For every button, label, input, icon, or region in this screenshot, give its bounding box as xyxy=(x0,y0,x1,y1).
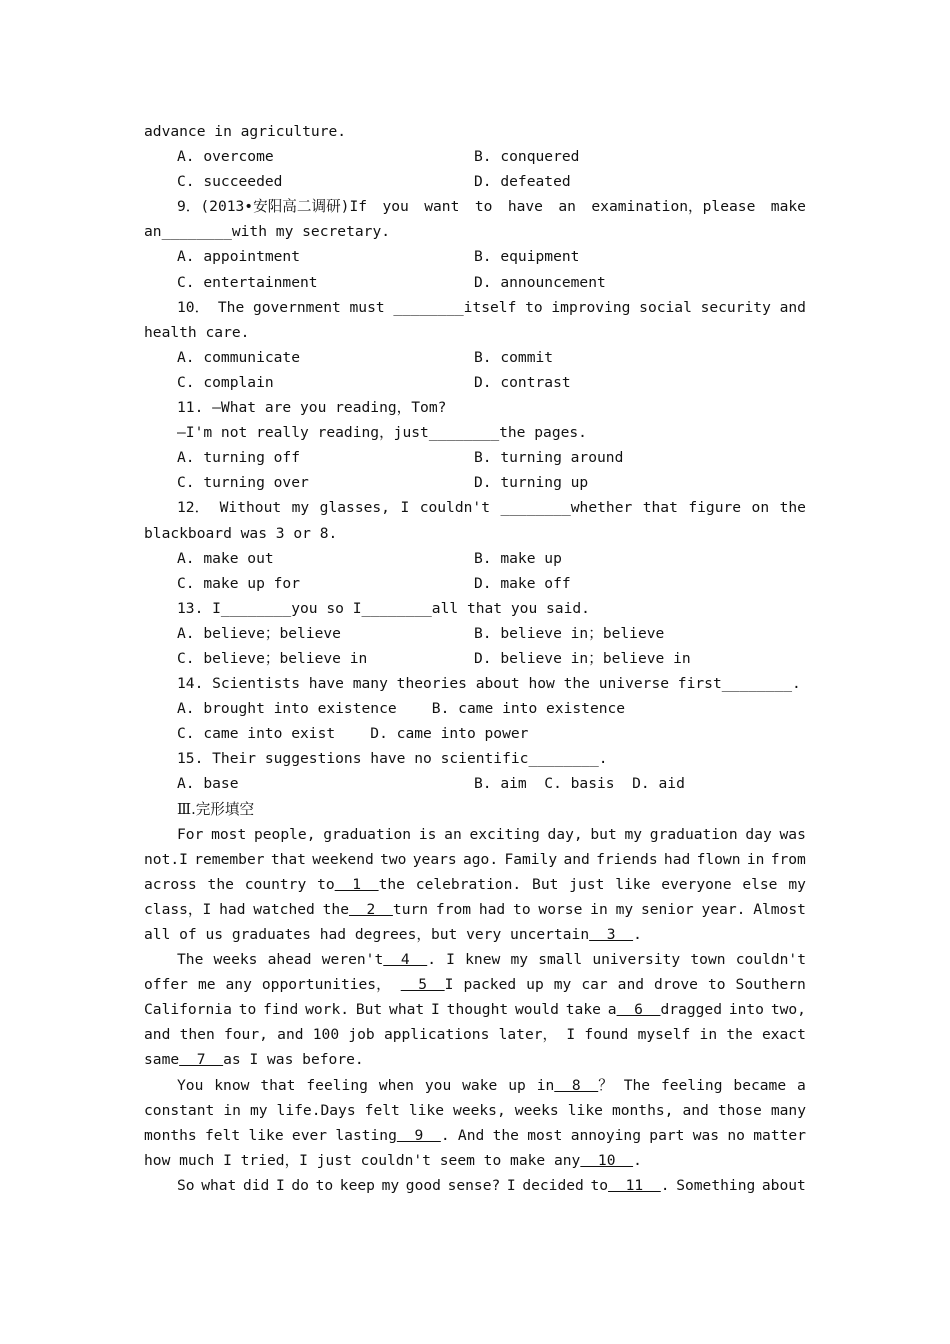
word: small xyxy=(538,951,583,969)
word: I xyxy=(275,1176,285,1194)
word: that xyxy=(260,1076,296,1094)
word: have xyxy=(507,198,543,216)
word: So xyxy=(177,1176,195,1194)
word: sense? xyxy=(447,1176,501,1194)
option-row xyxy=(144,169,806,194)
word: many xyxy=(770,1101,806,1119)
text-line xyxy=(144,1123,806,1148)
word: found xyxy=(584,1026,629,1044)
text-line: C. came into exist D. came into power xyxy=(177,725,529,743)
option-left: C. turning over xyxy=(177,474,309,492)
word: weekend xyxy=(312,850,374,868)
word: celebration. xyxy=(415,875,522,893)
answer-blank: 1 xyxy=(334,875,379,893)
word: to xyxy=(315,1176,334,1194)
word: on xyxy=(751,499,770,517)
word: from xyxy=(435,900,472,918)
word: a xyxy=(797,1076,806,1094)
option-row xyxy=(144,646,806,671)
word: the xyxy=(207,875,234,893)
answer-blank: 5 xyxy=(400,976,445,994)
word: work. xyxy=(305,1001,350,1019)
word: applications xyxy=(383,1026,490,1044)
word: the xyxy=(779,499,806,517)
word: had xyxy=(663,850,691,868)
word: feeling xyxy=(306,1076,368,1094)
word: the 2 turn xyxy=(322,900,429,918)
word: that xyxy=(642,499,678,517)
word: you xyxy=(382,198,409,216)
word: four, xyxy=(223,1026,268,1044)
word: watched xyxy=(253,900,315,918)
word: two xyxy=(380,850,407,868)
word: my xyxy=(624,825,643,843)
word: I xyxy=(566,1026,576,1044)
word: later， xyxy=(498,1026,558,1044)
word: feeling xyxy=(660,1076,723,1094)
text-line xyxy=(144,947,806,972)
word: in xyxy=(746,850,765,868)
answer-blank: 6 xyxy=(616,1001,661,1019)
word: wake xyxy=(462,1076,498,1094)
word: good xyxy=(405,1176,441,1194)
word: examination，please xyxy=(591,198,756,216)
word: people, xyxy=(253,825,316,843)
word: worse xyxy=(538,900,583,918)
text-line: same 7 as I was before. xyxy=(144,1051,364,1069)
answer-blank: 7 xyxy=(179,1051,224,1069)
word: car xyxy=(581,976,608,994)
word: else xyxy=(742,875,778,893)
option-right: B. commit xyxy=(474,348,554,366)
word: months, xyxy=(611,1101,674,1119)
word: You xyxy=(177,1076,204,1094)
text-line xyxy=(144,997,806,1022)
word: figure xyxy=(688,499,742,517)
option-left: C. succeeded xyxy=(177,173,283,191)
word: town xyxy=(690,951,726,969)
answer-blank: 4 xyxy=(383,951,428,969)
option-left: A. communicate xyxy=(177,348,301,366)
word: but xyxy=(590,825,617,843)
text-line xyxy=(144,1173,806,1198)
text-line: health care. xyxy=(144,323,250,341)
word: know xyxy=(214,1076,250,1094)
word: decided xyxy=(522,1176,584,1194)
word: across xyxy=(144,875,197,893)
word: senior xyxy=(640,900,694,918)
word: then xyxy=(179,1026,215,1044)
text-line xyxy=(144,194,806,219)
answer-blank: 10 xyxy=(580,1151,634,1169)
option-right: D. believe in；believe in xyxy=(474,649,691,667)
word: find xyxy=(263,1001,299,1019)
word: lasting 9 . xyxy=(335,1126,450,1144)
word: Without xyxy=(219,499,282,517)
word: weeks, xyxy=(453,1101,506,1119)
word: in xyxy=(223,1101,241,1119)
option-right: D. announcement xyxy=(474,273,606,291)
option-row xyxy=(144,546,806,571)
word: to xyxy=(238,1001,257,1019)
word: keep xyxy=(339,1176,375,1194)
option-right: B. make up xyxy=(474,549,562,567)
word: most xyxy=(211,825,247,843)
word: and xyxy=(277,1026,304,1044)
word: I xyxy=(431,1001,440,1019)
word: Almost xyxy=(753,900,806,918)
text-line: 11. —What are you reading，Tom? xyxy=(177,399,447,417)
word: my xyxy=(381,1176,400,1194)
word: take xyxy=(565,1001,601,1019)
word: weeks xyxy=(213,951,258,969)
word: my xyxy=(249,1101,268,1119)
word: to 11 . xyxy=(590,1176,670,1194)
word: the xyxy=(492,1126,519,1144)
option-left: C. complain xyxy=(177,373,274,391)
option-row xyxy=(144,270,806,295)
word: from xyxy=(770,850,806,868)
word: to xyxy=(707,976,726,994)
word: Family xyxy=(504,850,558,868)
word: constant xyxy=(144,1101,215,1119)
text-line xyxy=(144,872,806,897)
word: my xyxy=(788,875,806,893)
word: like xyxy=(248,1126,284,1144)
text-line xyxy=(144,295,806,320)
word: had xyxy=(478,900,506,918)
word: opportunities， xyxy=(261,976,391,994)
word: knew xyxy=(465,951,501,969)
word: do xyxy=(291,1176,309,1194)
word: part xyxy=(649,1126,685,1144)
word: in xyxy=(590,900,608,918)
word: The xyxy=(177,951,204,969)
word: I xyxy=(506,1176,516,1194)
option-left: A. base xyxy=(177,775,239,793)
word: into xyxy=(728,1001,764,1019)
word: day, xyxy=(547,825,583,843)
word: offer xyxy=(144,976,188,994)
word: myself xyxy=(637,1026,691,1044)
word: just xyxy=(569,875,605,893)
word: graduation xyxy=(649,825,738,843)
word: what xyxy=(389,1001,425,1019)
option-row xyxy=(144,370,806,395)
option-row xyxy=(144,345,806,370)
section-heading: Ⅲ.完形填空 xyxy=(177,800,255,818)
word: months xyxy=(144,1126,197,1144)
word: couldn't xyxy=(735,951,806,969)
word: remember xyxy=(194,850,265,868)
word: Southern xyxy=(735,976,806,994)
word: to xyxy=(474,198,493,216)
word: make xyxy=(770,198,806,216)
word: like xyxy=(615,875,651,893)
word: those xyxy=(717,1101,762,1119)
answer-blank: 3 xyxy=(589,926,634,943)
word: improving xyxy=(551,298,631,316)
text-line xyxy=(144,1073,806,1098)
word: matter xyxy=(753,1126,806,1144)
word: an xyxy=(444,825,462,843)
word: was xyxy=(692,1126,720,1144)
word: in 8 ？ xyxy=(536,1076,613,1094)
word: and xyxy=(617,976,645,994)
text-line: A. brought into existence B. came into existence xyxy=(177,700,626,718)
word: graduation xyxy=(323,825,412,843)
word: country xyxy=(244,875,307,893)
word: like xyxy=(567,1101,603,1119)
word: ago. xyxy=(462,850,499,868)
word: weren't 4 . xyxy=(321,951,436,969)
word: and xyxy=(144,1026,171,1044)
word: social xyxy=(639,298,692,316)
word: 9．(2013•安阳高二调研)If xyxy=(177,198,368,216)
answer-blank: 2 xyxy=(348,900,393,918)
option-row xyxy=(144,621,806,646)
word: glasses, xyxy=(319,499,390,517)
word: I xyxy=(400,499,410,517)
word: most xyxy=(527,1126,563,1144)
text-line xyxy=(144,1022,806,1047)
word: like xyxy=(408,1101,444,1119)
option-row xyxy=(144,771,806,796)
word: drove xyxy=(654,976,698,994)
word: And xyxy=(457,1126,485,1144)
word: ________whether xyxy=(500,499,633,517)
option-left: A. appointment xyxy=(177,248,301,266)
word: had xyxy=(219,900,246,918)
word: packed xyxy=(463,976,517,994)
option-right: D. make off xyxy=(474,574,571,592)
text-line xyxy=(144,897,806,922)
word: and xyxy=(563,850,590,868)
word: government xyxy=(252,298,341,316)
word: thought xyxy=(446,1001,509,1019)
option-left: A. believe；believe xyxy=(177,624,341,642)
word: The xyxy=(217,298,245,316)
word: Something xyxy=(676,1176,756,1194)
word: and xyxy=(779,298,806,316)
word: everyone xyxy=(661,875,732,893)
word: and xyxy=(682,1101,709,1119)
word: I xyxy=(446,951,455,969)
option-right: B. turning around xyxy=(474,449,624,467)
answer-blank: 8 xyxy=(554,1076,599,1094)
word: 10． xyxy=(177,298,210,316)
word: my xyxy=(510,951,529,969)
word: to xyxy=(525,298,543,316)
word: annoying xyxy=(570,1126,641,1144)
text-line xyxy=(144,1098,806,1123)
word: ever xyxy=(291,1126,328,1144)
word: to xyxy=(513,900,531,918)
text-line: blackboard was 3 or 8. xyxy=(144,524,338,542)
text-line: 15. Their suggestions have no scientific________. xyxy=(177,750,608,768)
option-left: A. make out xyxy=(177,549,274,567)
word: what xyxy=(201,1176,237,1194)
word: flown xyxy=(696,850,741,868)
word: was xyxy=(779,825,806,843)
text-line: 13. I________you so I________all that you said. xyxy=(177,599,590,617)
word: an xyxy=(558,198,576,216)
word: exact xyxy=(761,1026,806,1044)
answer-blank: 9 xyxy=(396,1126,441,1144)
option-left: A. turning off xyxy=(177,449,301,467)
word: you xyxy=(424,1076,452,1094)
word: university xyxy=(592,951,681,969)
word: up xyxy=(526,976,544,994)
word: year. xyxy=(701,900,746,918)
option-left: C. entertainment xyxy=(177,273,318,291)
option-right: D. turning up xyxy=(474,474,589,492)
word: couldn't xyxy=(419,499,490,517)
word: day xyxy=(745,825,772,843)
word: For xyxy=(177,825,204,843)
word: in xyxy=(699,1026,718,1044)
text-line xyxy=(144,847,806,872)
option-right: B. believe in；believe xyxy=(474,624,665,642)
text-line xyxy=(144,972,806,997)
word: But xyxy=(355,1001,383,1019)
option-left: C. believe；believe in xyxy=(177,649,368,667)
option-right: D. contrast xyxy=(474,373,571,391)
word: But xyxy=(532,875,559,893)
word: felt xyxy=(364,1101,400,1119)
word: is xyxy=(418,825,437,843)
text-line xyxy=(144,822,806,847)
word: job xyxy=(348,1026,375,1044)
option-right: B. equipment xyxy=(474,248,580,266)
word: my xyxy=(553,976,572,994)
document-page xyxy=(144,119,806,1198)
option-left: C. make up for xyxy=(177,574,301,592)
word: two, xyxy=(770,1001,806,1019)
text-line: all of us graduates had degrees，but very uncertain 3 . xyxy=(144,926,642,943)
word: my xyxy=(615,900,634,918)
option-row xyxy=(144,445,806,470)
word: ________itself xyxy=(393,298,517,316)
option-row xyxy=(144,144,806,169)
word: felt xyxy=(205,1126,241,1144)
word: friends xyxy=(596,850,658,868)
word: when xyxy=(378,1076,414,1094)
word: years xyxy=(412,850,457,868)
word: that xyxy=(270,850,306,868)
word: weeks xyxy=(514,1101,559,1119)
answer-blank: 11 xyxy=(608,1176,661,1194)
text-line: how much I tried，I just couldn't seem to make any 10 . xyxy=(144,1151,642,1169)
text-line: 14. Scientists have many theories about how the universe first________. xyxy=(177,675,801,693)
option-row xyxy=(144,571,806,596)
option-row xyxy=(144,470,806,495)
text-line xyxy=(144,495,806,520)
word: ahead xyxy=(267,951,312,969)
word: would xyxy=(515,1001,559,1019)
word: not.I xyxy=(144,850,188,868)
text-line: —I'm not really reading，just________the pages. xyxy=(177,424,587,442)
word: 5 I xyxy=(400,976,454,994)
word: want xyxy=(424,198,460,216)
word: class，I xyxy=(144,900,212,918)
word: me xyxy=(197,976,216,994)
word: any xyxy=(225,976,252,994)
word: security xyxy=(700,298,771,316)
option-right: B. conquered xyxy=(474,148,580,166)
word: California xyxy=(144,1001,232,1019)
word: up xyxy=(508,1076,526,1094)
option-right: B. aim C. basis D. aid xyxy=(474,775,685,793)
word: a 6 dragged xyxy=(607,1001,722,1019)
word: the xyxy=(726,1026,753,1044)
word: life.Days xyxy=(276,1101,356,1119)
word: became xyxy=(733,1076,787,1094)
option-right: D. defeated xyxy=(474,173,571,191)
word: to 1 the xyxy=(317,875,405,893)
word: 100 xyxy=(312,1026,340,1044)
word: must xyxy=(349,298,385,316)
word: 12． xyxy=(177,499,210,517)
word: The xyxy=(623,1076,651,1094)
text-line: advance in agriculture. xyxy=(144,123,347,140)
word: did xyxy=(242,1176,270,1194)
option-row xyxy=(144,244,806,269)
word: about xyxy=(761,1176,806,1194)
word: exciting xyxy=(469,825,540,843)
word: no xyxy=(727,1126,745,1144)
text-line: an________with my secretary. xyxy=(144,223,391,241)
option-left: A. overcome xyxy=(177,148,274,166)
word: my xyxy=(291,499,310,517)
